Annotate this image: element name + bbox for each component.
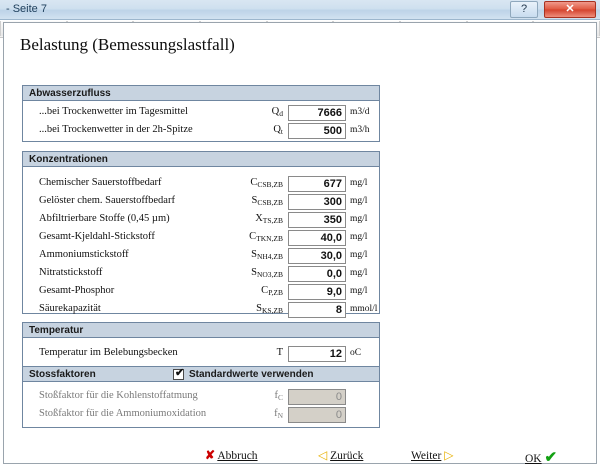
triangle-right-icon: ▷	[444, 448, 454, 462]
ok-button-label: OK	[525, 453, 542, 465]
page-title: Belastung (Bemessungslastfall)	[20, 35, 235, 54]
close-button[interactable]: ✕	[544, 1, 596, 18]
row-csb	[23, 176, 379, 193]
input-scsb[interactable]	[288, 194, 346, 210]
row-temperatur	[23, 346, 379, 363]
group-konzentrationen	[22, 151, 380, 314]
symbol-fn: $f_N$	[274, 408, 283, 420]
unit-qd: m3/d	[350, 107, 370, 117]
window-title: - Seite 7	[6, 3, 47, 15]
symbol-qt: $Q_t$	[273, 124, 283, 136]
row-fn	[23, 407, 379, 424]
unit-tkn: mg/l	[350, 232, 368, 242]
unit-qt: m3/h	[350, 125, 370, 135]
symbol-nh4: $S_{NH4,ZB}$	[251, 249, 283, 261]
input-temperatur[interactable]	[288, 346, 346, 362]
unit-xts: mg/l	[350, 214, 368, 224]
symbol-no3: $S_{NO3,ZB}$	[251, 267, 283, 279]
unit-nh4: mg/l	[350, 250, 368, 260]
symbol-p: $C_{P,ZB}$	[261, 285, 283, 297]
input-p[interactable]	[288, 284, 346, 300]
label-scsb: Gelöster chem. Sauerstoffbedarf	[39, 195, 175, 206]
symbol-qd: $Q_d$	[271, 106, 283, 118]
weiter-button[interactable]	[411, 448, 453, 463]
input-fn	[288, 407, 346, 423]
group-header-stossfaktoren	[23, 367, 379, 382]
symbol-fc: $f_C$	[274, 390, 283, 402]
symbol-csb: $C_{CSB,ZB}$	[250, 177, 283, 189]
group-header-temperatur: Temperatur	[23, 323, 379, 338]
label-ks: Säurekapazität	[39, 303, 101, 314]
row-nh4	[23, 248, 379, 265]
group-stossfaktoren	[22, 366, 380, 428]
row-qd	[23, 105, 379, 122]
x-mark-icon: ✘	[205, 448, 216, 462]
unit-no3: mg/l	[350, 268, 368, 278]
abbruch-button[interactable]	[205, 448, 258, 463]
standardwerte-checkbox[interactable]	[173, 369, 184, 380]
input-no3[interactable]	[288, 266, 346, 282]
input-csb[interactable]	[288, 176, 346, 192]
abbruch-button-label: Abbruch	[217, 450, 258, 462]
group-header-abwasserzufluss: Abwasserzufluss	[23, 86, 379, 101]
unit-p: mg/l	[350, 286, 368, 296]
zurueck-button-label: Zurück	[330, 450, 364, 462]
row-tkn	[23, 230, 379, 247]
row-p	[23, 284, 379, 301]
label-xts: Abfiltrierbare Stoffe (0,45 µm)	[39, 213, 170, 224]
row-scsb	[23, 194, 379, 211]
unit-temperatur: oC	[350, 348, 362, 358]
label-temperatur: Temperatur im Belebungsbecken	[39, 347, 178, 358]
label-p: Gesamt-Phosphor	[39, 285, 115, 296]
row-qt	[23, 123, 379, 140]
group-abwasserzufluss	[22, 85, 380, 142]
window-title-bar	[0, 0, 600, 20]
check-icon: ✔	[175, 367, 185, 379]
check-icon: ✔	[544, 450, 558, 466]
symbol-tkn: $C_{TKN,ZB}$	[249, 231, 283, 243]
label-no3: Nitratstickstoff	[39, 267, 103, 278]
row-no3	[23, 266, 379, 283]
weiter-button-label: Weiter	[411, 450, 442, 462]
row-xts	[23, 212, 379, 229]
row-fc	[23, 389, 379, 406]
label-fn: Stoßfaktor für die Ammoniumoxidation	[39, 408, 207, 419]
ok-button[interactable]	[525, 448, 557, 467]
standardwerte-label: Standardwerte verwenden	[189, 369, 314, 380]
unit-scsb: mg/l	[350, 196, 368, 206]
input-qd[interactable]	[288, 105, 346, 121]
input-fc	[288, 389, 346, 405]
help-button[interactable]: ?	[510, 1, 538, 18]
row-ks	[23, 302, 379, 319]
symbol-ks: $S_{KS,ZB}$	[256, 303, 283, 315]
unit-csb: mg/l	[350, 178, 368, 188]
input-xts[interactable]	[288, 212, 346, 228]
triangle-left-icon: ◁	[318, 448, 328, 462]
dialog-panel	[3, 22, 597, 464]
label-nh4: Ammoniumstickstoff	[39, 249, 129, 260]
unit-ks: mmol/l	[350, 304, 378, 314]
label-tkn: Gesamt-Kjeldahl-Stickstoff	[39, 231, 155, 242]
label-fc: Stoßfaktor für die Kohlenstoffatmung	[39, 390, 198, 401]
label-csb: Chemischer Sauerstoffbedarf	[39, 177, 162, 188]
symbol-scsb: $S_{CSB,ZB}$	[251, 195, 283, 207]
input-tkn[interactable]	[288, 230, 346, 246]
symbol-temperatur: T	[276, 347, 283, 358]
input-qt[interactable]	[288, 123, 346, 139]
symbol-xts: $X_{TS,ZB}$	[255, 213, 283, 225]
zurueck-button[interactable]	[318, 448, 363, 463]
input-nh4[interactable]	[288, 248, 346, 264]
label-qd: ...bei Trockenwetter im Tagesmittel	[39, 106, 188, 117]
input-ks[interactable]	[288, 302, 346, 318]
group-header-konzentrationen: Konzentrationen	[23, 152, 379, 167]
label-qt: ...bei Trockenwetter in der 2h-Spitze	[39, 124, 193, 135]
group-header-stossfaktoren-label: Stossfaktoren	[29, 369, 96, 380]
group-temperatur	[22, 322, 380, 367]
